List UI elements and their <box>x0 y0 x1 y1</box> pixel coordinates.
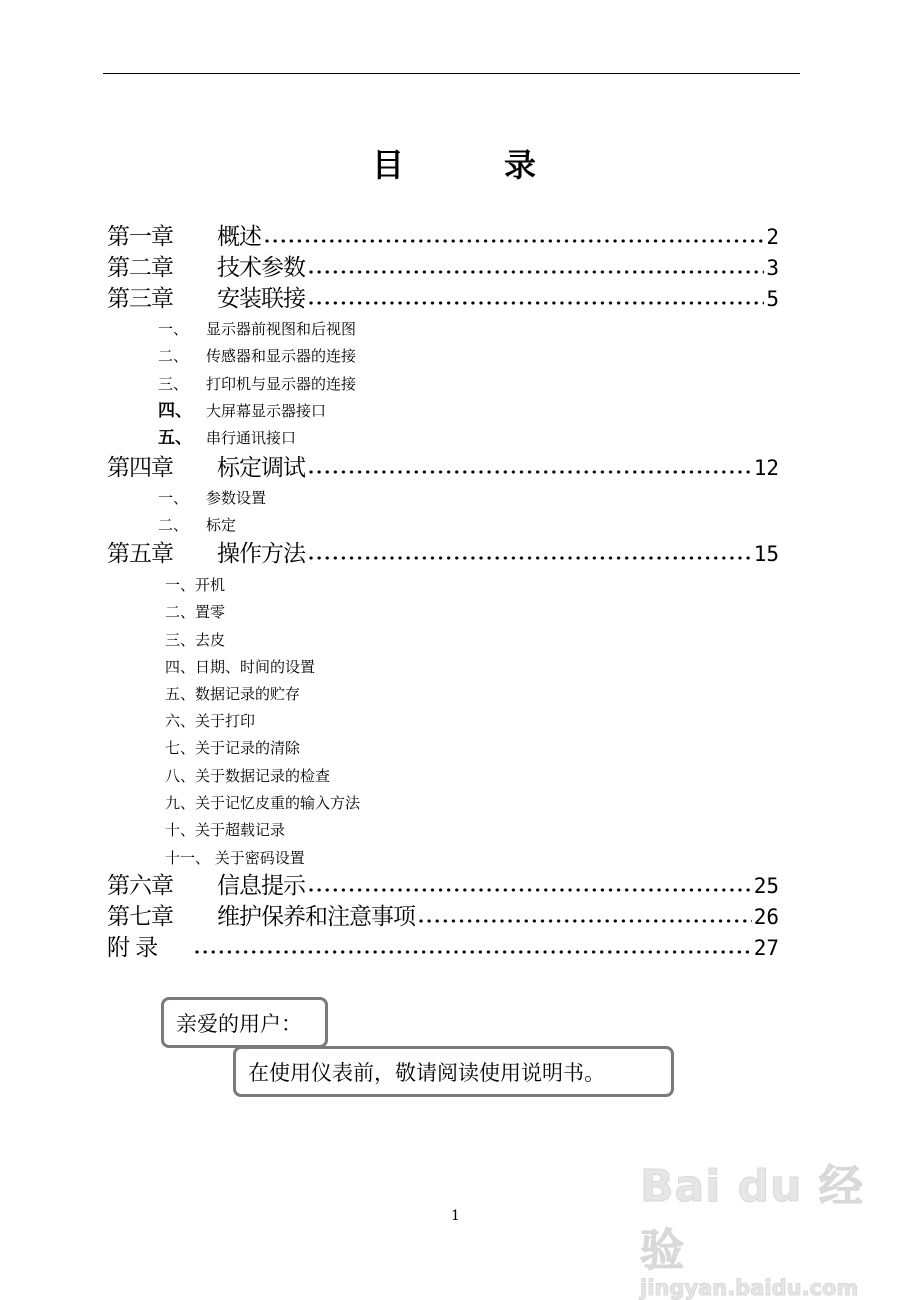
section-title: 串行通讯接口 <box>206 429 297 447</box>
section-number: 五、 <box>158 428 192 448</box>
chapter-page-number: 26 <box>753 905 779 929</box>
toc-section-entry[interactable] <box>165 848 305 868</box>
section-title: 打印机与显示器的连接 <box>206 375 357 393</box>
section-title: 八、关于数据记录的检查 <box>165 767 331 785</box>
greeting-text: 亲爱的用户： <box>176 1011 302 1036</box>
toc-section-entry[interactable] <box>165 820 285 840</box>
section-title: 十、关于超载记录 <box>165 821 286 839</box>
section-title: 标定 <box>206 516 237 534</box>
chapter-number: 第六章 <box>107 873 173 899</box>
dot-leader <box>307 270 764 274</box>
toc-chapter-entry[interactable] <box>107 222 779 252</box>
chapter-page-number: 3 <box>766 256 779 280</box>
dot-leader <box>193 950 752 954</box>
dot-leader <box>307 888 752 892</box>
chapter-title: 技术参数 <box>217 255 305 281</box>
toc-section-entry[interactable] <box>158 488 266 508</box>
section-title: 一、开机 <box>165 576 226 594</box>
notice-box <box>233 1046 674 1097</box>
watermark-brand: Bai du 经验 <box>640 1161 864 1276</box>
toc-section-entry[interactable] <box>165 684 300 704</box>
page-number: 1 <box>451 1208 460 1224</box>
chapter-title: 操作方法 <box>217 541 305 567</box>
toc-chapter-entry[interactable] <box>107 284 779 314</box>
dot-leader <box>417 919 752 923</box>
toc-title-right: 录 <box>504 146 537 184</box>
section-number: 二、 <box>158 516 189 534</box>
section-number: 一、 <box>158 320 189 338</box>
toc-title-left: 目 <box>372 146 405 184</box>
greeting-box <box>161 997 328 1048</box>
section-number: 三、 <box>158 375 189 393</box>
section-title: 三、去皮 <box>165 631 226 649</box>
toc-section-entry[interactable] <box>158 515 236 535</box>
toc-section-entry[interactable] <box>165 630 225 650</box>
section-title: 大屏幕显示器接口 <box>206 402 327 420</box>
chapter-number: 第一章 <box>107 224 173 250</box>
chapter-page-number: 2 <box>766 225 779 249</box>
header-rule <box>103 73 800 74</box>
chapter-title: 标定调试 <box>217 455 305 481</box>
toc-section-entry[interactable] <box>158 428 296 448</box>
toc-section-entry[interactable] <box>158 319 356 339</box>
dot-leader <box>263 239 764 243</box>
section-title: 四、日期、时间的设置 <box>165 658 316 676</box>
chapter-page-number: 5 <box>766 287 779 311</box>
toc-section-entry[interactable] <box>158 346 356 366</box>
chapter-title: 安装联接 <box>217 286 305 312</box>
dot-leader <box>307 470 752 474</box>
section-title: 传感器和显示器的连接 <box>206 347 357 365</box>
chapter-number: 第四章 <box>107 455 173 481</box>
toc-section-entry[interactable] <box>165 793 360 813</box>
dot-leader <box>307 556 752 560</box>
chapter-page-number: 12 <box>753 456 779 480</box>
toc-chapter-entry[interactable] <box>107 902 779 932</box>
chapter-number: 第二章 <box>107 255 173 281</box>
toc-section-entry[interactable] <box>165 602 225 622</box>
section-title: 五、数据记录的贮存 <box>165 685 301 703</box>
section-title: 十一、 关于密码设置 <box>165 849 305 867</box>
chapter-page-number: 15 <box>753 542 779 566</box>
chapter-title: 维护保养和注意事项 <box>217 904 415 930</box>
toc-chapter-entry[interactable] <box>107 933 779 963</box>
toc-chapter-entry[interactable] <box>107 253 779 283</box>
toc-section-entry[interactable] <box>158 401 326 421</box>
toc-chapter-entry[interactable] <box>107 453 779 483</box>
section-number: 一、 <box>158 489 189 507</box>
chapter-page-number: 25 <box>753 874 779 898</box>
toc-section-entry[interactable] <box>165 766 330 786</box>
toc-section-entry[interactable] <box>165 575 225 595</box>
baidu-watermark <box>640 1150 905 1300</box>
toc-chapter-entry[interactable] <box>107 539 779 569</box>
watermark-url: jingyan.baidu.com <box>640 1276 859 1300</box>
chapter-title: 概述 <box>217 224 261 250</box>
chapter-number: 第七章 <box>107 904 173 930</box>
toc-section-entry[interactable] <box>165 738 300 758</box>
section-title: 显示器前视图和后视图 <box>206 320 357 338</box>
toc-section-entry[interactable] <box>165 711 255 731</box>
section-number: 四、 <box>158 401 192 421</box>
dot-leader <box>307 301 764 305</box>
section-title: 七、关于记录的清除 <box>165 739 301 757</box>
chapter-page-number: 27 <box>753 936 779 960</box>
chapter-number: 第三章 <box>107 286 173 312</box>
section-title: 六、关于打印 <box>165 712 256 730</box>
section-title: 参数设置 <box>206 489 267 507</box>
chapter-number: 附 录 <box>107 935 158 961</box>
section-title: 九、关于记忆皮重的输入方法 <box>165 794 361 812</box>
toc-section-entry[interactable] <box>165 657 315 677</box>
toc-chapter-entry[interactable] <box>107 871 779 901</box>
toc-section-entry[interactable] <box>158 374 356 394</box>
section-title: 二、置零 <box>165 603 226 621</box>
notice-text: 在使用仪表前，敬请阅读使用说明书。 <box>248 1060 605 1085</box>
section-number: 二、 <box>158 347 189 365</box>
chapter-title: 信息提示 <box>217 873 305 899</box>
chapter-number: 第五章 <box>107 541 173 567</box>
